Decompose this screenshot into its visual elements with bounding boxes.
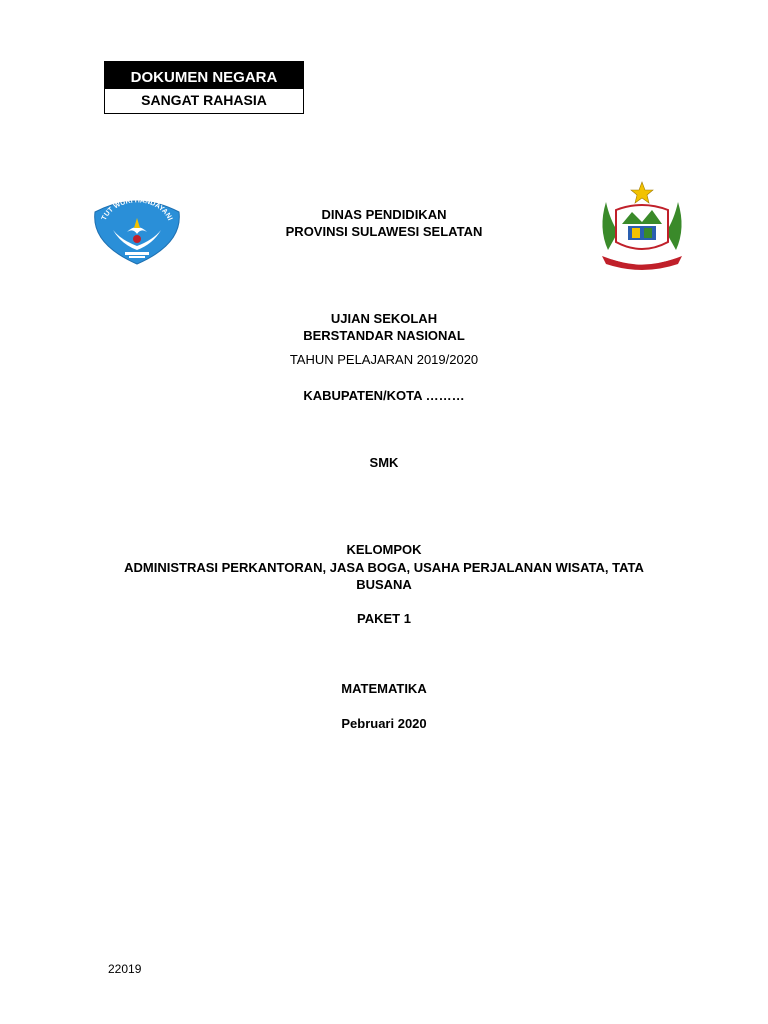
classification-line-1: DOKUMEN NEGARA: [105, 62, 303, 89]
footer-code: 22019: [108, 962, 142, 976]
district-line: KABUPATEN/KOTA ………: [303, 388, 465, 403]
subject-title: MATEMATIKA: [341, 681, 427, 696]
agency-title: DINAS PENDIDIKAN: [321, 207, 447, 222]
logo-left-motto: TUT WURI HANDAYANI: [100, 197, 174, 222]
package-label: PAKET 1: [357, 611, 411, 626]
group-programs-line-2: BUSANA: [356, 577, 412, 592]
classification-line-2: SANGAT RAHASIA: [141, 92, 267, 108]
exam-title: UJIAN SEKOLAH: [330, 311, 438, 326]
group-label: KELOMPOK: [346, 542, 422, 557]
classification-box: [104, 61, 304, 114]
exam-subtitle: BERSTANDAR NASIONAL: [303, 328, 465, 343]
school-level: SMK: [369, 455, 399, 470]
group-programs-line-1: ADMINISTRASI PERKANTORAN, JASA BOGA, USAHA PERJALANAN WISATA, TATA: [124, 560, 644, 575]
exam-date: Pebruari 2020: [341, 716, 427, 731]
academic-year: TAHUN PELAJARAN 2019/2020: [289, 352, 479, 367]
province-title: PROVINSI SULAWESI SELATAN: [285, 224, 483, 239]
